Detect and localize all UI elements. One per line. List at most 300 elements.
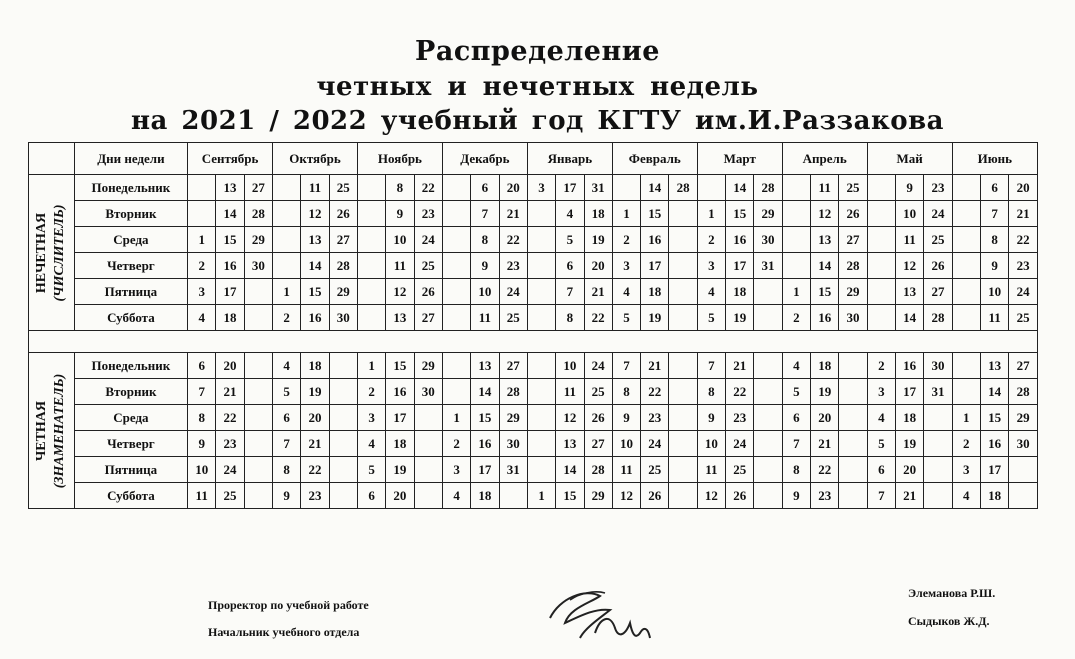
date-cell: 15 — [980, 405, 1008, 431]
day-name: Четверг — [74, 253, 187, 279]
date-cell — [188, 175, 216, 201]
date-cell: 8 — [556, 305, 584, 331]
date-cell: 31 — [754, 253, 782, 279]
date-cell — [782, 253, 810, 279]
date-cell: 25 — [216, 483, 244, 509]
date-cell: 4 — [188, 305, 216, 331]
date-cell — [442, 201, 470, 227]
date-cell — [924, 431, 952, 457]
date-cell: 27 — [1009, 353, 1038, 379]
month-header: Март — [697, 143, 782, 175]
date-cell: 8 — [273, 457, 301, 483]
date-cell: 8 — [697, 379, 725, 405]
date-cell: 30 — [414, 379, 442, 405]
date-cell — [867, 201, 895, 227]
date-cell: 24 — [924, 201, 952, 227]
date-cell: 27 — [924, 279, 952, 305]
date-cell: 5 — [867, 431, 895, 457]
date-cell: 24 — [499, 279, 527, 305]
date-cell: 10 — [895, 201, 923, 227]
date-cell — [669, 483, 697, 509]
date-cell: 16 — [980, 431, 1008, 457]
date-cell: 26 — [329, 201, 357, 227]
date-cell — [527, 379, 555, 405]
date-cell: 13 — [301, 227, 329, 253]
date-cell: 1 — [697, 201, 725, 227]
date-cell — [669, 227, 697, 253]
date-cell — [924, 457, 952, 483]
date-cell — [329, 483, 357, 509]
date-cell: 13 — [556, 431, 584, 457]
date-cell — [924, 405, 952, 431]
date-cell: 4 — [952, 483, 980, 509]
date-cell — [527, 405, 555, 431]
date-cell — [329, 379, 357, 405]
date-cell: 28 — [924, 305, 952, 331]
date-cell: 3 — [697, 253, 725, 279]
date-cell: 22 — [641, 379, 669, 405]
date-cell: 7 — [782, 431, 810, 457]
date-cell — [839, 405, 867, 431]
date-cell — [669, 201, 697, 227]
date-cell: 25 — [329, 175, 357, 201]
month-header: Февраль — [612, 143, 697, 175]
date-cell: 6 — [782, 405, 810, 431]
date-cell: 21 — [641, 353, 669, 379]
date-cell: 6 — [273, 405, 301, 431]
date-cell: 2 — [442, 431, 470, 457]
date-cell: 26 — [584, 405, 612, 431]
date-cell: 28 — [754, 175, 782, 201]
date-cell: 23 — [414, 201, 442, 227]
date-cell — [839, 483, 867, 509]
date-cell: 11 — [386, 253, 414, 279]
date-cell: 21 — [811, 431, 839, 457]
date-cell: 6 — [357, 483, 385, 509]
date-cell: 4 — [867, 405, 895, 431]
date-cell — [442, 279, 470, 305]
date-cell: 16 — [811, 305, 839, 331]
date-cell: 12 — [811, 201, 839, 227]
date-cell: 5 — [697, 305, 725, 331]
date-cell — [952, 253, 980, 279]
date-cell: 14 — [471, 379, 499, 405]
date-cell — [1009, 483, 1038, 509]
date-cell: 16 — [726, 227, 754, 253]
date-cell — [867, 175, 895, 201]
date-cell: 27 — [244, 175, 272, 201]
date-cell — [527, 457, 555, 483]
date-cell — [839, 353, 867, 379]
footer-role-prorector: Проректор по учебной работе — [208, 598, 369, 612]
date-cell: 23 — [924, 175, 952, 201]
date-cell: 3 — [527, 175, 555, 201]
date-cell: 24 — [414, 227, 442, 253]
date-cell — [612, 175, 640, 201]
date-cell: 29 — [1009, 405, 1038, 431]
table-row — [29, 353, 1038, 379]
separator-cell — [29, 331, 1038, 353]
month-header: Май — [867, 143, 952, 175]
days-header: Дни недели — [74, 143, 187, 175]
footer-role-head: Начальник учебного отдела — [208, 625, 360, 639]
date-cell — [442, 253, 470, 279]
date-cell — [527, 201, 555, 227]
date-cell: 23 — [641, 405, 669, 431]
signature-image — [540, 578, 660, 658]
date-cell — [952, 379, 980, 405]
date-cell: 14 — [641, 175, 669, 201]
table-row — [29, 305, 1038, 331]
date-cell — [244, 405, 272, 431]
date-cell: 29 — [329, 279, 357, 305]
date-cell: 6 — [867, 457, 895, 483]
date-cell: 15 — [726, 201, 754, 227]
date-cell: 23 — [726, 405, 754, 431]
day-name: Четверг — [74, 431, 187, 457]
title-line-3: на 2021 / 2022 учебный год КГТУ им.И.Раззакова — [130, 106, 945, 136]
date-cell: 9 — [188, 431, 216, 457]
date-cell: 18 — [584, 201, 612, 227]
table-row — [29, 483, 1038, 509]
date-cell: 29 — [244, 227, 272, 253]
date-cell: 14 — [216, 201, 244, 227]
block-separator — [29, 331, 1038, 353]
date-cell — [754, 405, 782, 431]
date-cell: 18 — [895, 405, 923, 431]
day-name: Суббота — [74, 483, 187, 509]
date-cell: 30 — [244, 253, 272, 279]
date-cell: 17 — [641, 253, 669, 279]
date-cell: 6 — [471, 175, 499, 201]
date-cell: 19 — [301, 379, 329, 405]
table-row — [29, 431, 1038, 457]
date-cell: 5 — [556, 227, 584, 253]
date-cell: 29 — [414, 353, 442, 379]
date-cell — [357, 253, 385, 279]
date-cell — [357, 201, 385, 227]
date-cell: 19 — [386, 457, 414, 483]
date-cell: 12 — [895, 253, 923, 279]
date-cell: 21 — [1009, 201, 1038, 227]
month-header: Апрель — [782, 143, 867, 175]
date-cell: 13 — [386, 305, 414, 331]
date-cell — [273, 201, 301, 227]
date-cell: 31 — [584, 175, 612, 201]
month-header: Декабрь — [442, 143, 527, 175]
date-cell: 5 — [357, 457, 385, 483]
month-header: Ноябрь — [357, 143, 442, 175]
date-cell: 1 — [612, 201, 640, 227]
date-cell: 27 — [414, 305, 442, 331]
date-cell: 22 — [584, 305, 612, 331]
date-cell: 25 — [641, 457, 669, 483]
date-cell — [669, 431, 697, 457]
date-cell: 22 — [811, 457, 839, 483]
title-line-2: четных и нечетных недель — [316, 72, 759, 102]
date-cell: 16 — [216, 253, 244, 279]
odd-week-label — [29, 175, 75, 331]
date-cell: 2 — [697, 227, 725, 253]
date-cell — [867, 227, 895, 253]
date-cell: 18 — [301, 353, 329, 379]
table-row — [29, 201, 1038, 227]
date-cell: 19 — [811, 379, 839, 405]
month-header: Январь — [527, 143, 612, 175]
date-cell: 2 — [952, 431, 980, 457]
date-cell: 20 — [1009, 175, 1038, 201]
date-cell — [414, 483, 442, 509]
date-cell — [754, 457, 782, 483]
date-cell: 3 — [357, 405, 385, 431]
date-cell: 20 — [301, 405, 329, 431]
date-cell: 23 — [301, 483, 329, 509]
table-row — [29, 253, 1038, 279]
date-cell — [754, 483, 782, 509]
date-cell: 1 — [952, 405, 980, 431]
date-cell: 24 — [726, 431, 754, 457]
date-cell: 11 — [556, 379, 584, 405]
day-name: Понедельник — [74, 353, 187, 379]
date-cell — [669, 279, 697, 305]
date-cell: 17 — [471, 457, 499, 483]
date-cell — [244, 305, 272, 331]
date-cell: 7 — [471, 201, 499, 227]
date-cell: 30 — [329, 305, 357, 331]
date-cell: 16 — [641, 227, 669, 253]
date-cell: 9 — [980, 253, 1008, 279]
date-cell: 20 — [499, 175, 527, 201]
date-cell — [244, 353, 272, 379]
date-cell: 4 — [782, 353, 810, 379]
day-name: Понедельник — [74, 175, 187, 201]
date-cell: 12 — [612, 483, 640, 509]
date-cell: 5 — [612, 305, 640, 331]
date-cell: 23 — [499, 253, 527, 279]
even-week-label-text — [33, 373, 69, 488]
date-cell: 4 — [556, 201, 584, 227]
date-cell: 11 — [301, 175, 329, 201]
date-cell — [952, 305, 980, 331]
date-cell — [273, 227, 301, 253]
date-cell: 26 — [641, 483, 669, 509]
date-cell: 21 — [726, 353, 754, 379]
date-cell: 21 — [499, 201, 527, 227]
date-cell — [669, 405, 697, 431]
date-cell — [244, 279, 272, 305]
date-cell — [414, 405, 442, 431]
date-cell: 6 — [980, 175, 1008, 201]
date-cell — [357, 227, 385, 253]
date-cell: 28 — [499, 379, 527, 405]
date-cell — [867, 279, 895, 305]
date-cell — [669, 253, 697, 279]
date-cell: 27 — [839, 227, 867, 253]
date-cell — [839, 457, 867, 483]
date-cell — [499, 483, 527, 509]
date-cell: 6 — [556, 253, 584, 279]
date-cell — [527, 431, 555, 457]
date-cell: 18 — [980, 483, 1008, 509]
date-cell: 18 — [811, 353, 839, 379]
day-name: Среда — [74, 227, 187, 253]
date-cell — [952, 201, 980, 227]
date-cell: 10 — [556, 353, 584, 379]
date-cell: 22 — [414, 175, 442, 201]
date-cell: 16 — [386, 379, 414, 405]
date-cell — [357, 175, 385, 201]
day-name: Пятница — [74, 457, 187, 483]
date-cell: 5 — [273, 379, 301, 405]
date-cell: 28 — [1009, 379, 1038, 405]
date-cell: 9 — [273, 483, 301, 509]
date-cell — [669, 457, 697, 483]
date-cell: 14 — [811, 253, 839, 279]
date-cell — [839, 379, 867, 405]
date-cell: 9 — [612, 405, 640, 431]
date-cell: 18 — [216, 305, 244, 331]
date-cell — [329, 457, 357, 483]
date-cell: 23 — [811, 483, 839, 509]
date-cell: 21 — [895, 483, 923, 509]
date-cell: 26 — [414, 279, 442, 305]
date-cell: 26 — [839, 201, 867, 227]
date-cell: 13 — [811, 227, 839, 253]
date-cell: 27 — [329, 227, 357, 253]
date-cell: 17 — [556, 175, 584, 201]
date-cell: 8 — [188, 405, 216, 431]
date-cell: 15 — [811, 279, 839, 305]
date-cell: 29 — [839, 279, 867, 305]
date-cell — [442, 379, 470, 405]
date-cell: 8 — [471, 227, 499, 253]
date-cell: 19 — [584, 227, 612, 253]
date-cell: 25 — [839, 175, 867, 201]
date-cell: 19 — [895, 431, 923, 457]
footer-name-1: Элеманова Р.Ш. — [908, 586, 996, 600]
date-cell: 20 — [895, 457, 923, 483]
table-row — [29, 279, 1038, 305]
date-cell: 19 — [726, 305, 754, 331]
date-cell — [952, 175, 980, 201]
date-cell: 22 — [301, 457, 329, 483]
date-cell: 10 — [471, 279, 499, 305]
date-cell — [754, 279, 782, 305]
date-cell: 2 — [273, 305, 301, 331]
date-cell: 2 — [188, 253, 216, 279]
date-cell: 25 — [1009, 305, 1038, 331]
date-cell — [782, 201, 810, 227]
date-cell: 24 — [1009, 279, 1038, 305]
day-name: Вторник — [74, 379, 187, 405]
date-cell: 9 — [386, 201, 414, 227]
odd-week-subtitle: (ЧИСЛИТЕЛЬ) — [52, 203, 68, 302]
date-cell: 23 — [216, 431, 244, 457]
date-cell — [273, 253, 301, 279]
date-cell: 9 — [697, 405, 725, 431]
day-name: Суббота — [74, 305, 187, 331]
date-cell — [754, 431, 782, 457]
date-cell — [782, 175, 810, 201]
date-cell: 8 — [782, 457, 810, 483]
date-cell: 13 — [216, 175, 244, 201]
date-cell — [867, 253, 895, 279]
even-week-title: ЧЕТНАЯ — [34, 400, 50, 461]
date-cell: 28 — [839, 253, 867, 279]
date-cell — [527, 353, 555, 379]
date-cell: 3 — [952, 457, 980, 483]
date-cell: 31 — [924, 379, 952, 405]
date-cell: 1 — [357, 353, 385, 379]
date-cell: 22 — [499, 227, 527, 253]
date-cell — [329, 353, 357, 379]
odd-week-label-text — [33, 204, 69, 301]
date-cell: 7 — [980, 201, 1008, 227]
date-cell: 11 — [697, 457, 725, 483]
date-cell: 7 — [188, 379, 216, 405]
date-cell — [244, 457, 272, 483]
date-cell: 28 — [329, 253, 357, 279]
date-cell: 17 — [386, 405, 414, 431]
date-cell: 25 — [726, 457, 754, 483]
date-cell — [442, 175, 470, 201]
table-header-row — [29, 143, 1038, 175]
date-cell: 18 — [641, 279, 669, 305]
date-cell — [527, 305, 555, 331]
date-cell: 24 — [584, 353, 612, 379]
month-header: Июнь — [952, 143, 1037, 175]
date-cell: 9 — [471, 253, 499, 279]
date-cell — [1009, 457, 1038, 483]
week-distribution-table — [28, 142, 1038, 509]
date-cell: 13 — [471, 353, 499, 379]
date-cell: 25 — [414, 253, 442, 279]
date-cell: 2 — [867, 353, 895, 379]
day-name: Вторник — [74, 201, 187, 227]
date-cell: 5 — [782, 379, 810, 405]
date-cell: 26 — [726, 483, 754, 509]
date-cell — [867, 305, 895, 331]
date-cell: 28 — [669, 175, 697, 201]
date-cell: 7 — [273, 431, 301, 457]
date-cell: 17 — [895, 379, 923, 405]
date-cell: 14 — [726, 175, 754, 201]
date-cell: 27 — [584, 431, 612, 457]
date-cell: 16 — [471, 431, 499, 457]
table-corner — [29, 143, 75, 175]
date-cell: 7 — [697, 353, 725, 379]
month-header: Сентябрь — [188, 143, 273, 175]
date-cell — [357, 279, 385, 305]
date-cell: 7 — [612, 353, 640, 379]
date-cell — [754, 353, 782, 379]
day-name: Среда — [74, 405, 187, 431]
date-cell: 11 — [612, 457, 640, 483]
date-cell — [952, 279, 980, 305]
table-row — [29, 175, 1038, 201]
date-cell: 3 — [612, 253, 640, 279]
even-week-subtitle: (ЗНАМЕНАТЕЛЬ) — [52, 373, 68, 488]
date-cell — [952, 353, 980, 379]
date-cell: 12 — [697, 483, 725, 509]
date-cell: 28 — [244, 201, 272, 227]
date-cell — [527, 279, 555, 305]
date-cell: 8 — [980, 227, 1008, 253]
date-cell: 20 — [811, 405, 839, 431]
date-cell: 15 — [386, 353, 414, 379]
date-cell: 25 — [924, 227, 952, 253]
date-cell — [188, 201, 216, 227]
